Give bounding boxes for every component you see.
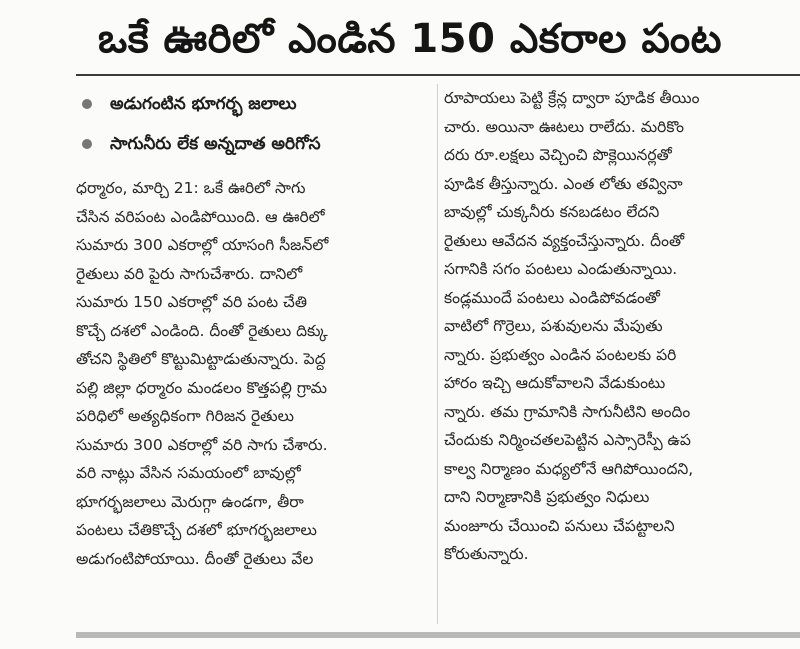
article-headline: ఒకే ఊరిలో ఎండిన 150 ఎకరాల పంట — [97, 16, 723, 62]
body-line: రూపాయలు పెట్టి క్రేన్ల ద్వారా పూడిక తీయిం — [444, 89, 700, 107]
bullet-dot-icon — [82, 139, 92, 149]
body-line: బావుల్లో చుక్కనీరు కనబడటం లేదని — [444, 203, 660, 221]
body-line: చారు. అయినా ఊటలు రాలేదు. మరికొం — [444, 117, 684, 136]
footer-rule — [76, 632, 800, 638]
body-line: ధర్మారం, మార్చి 21: ఒకే ఊరిలో సాగు — [76, 179, 306, 197]
body-line: న్నారు. తమ గ్రామానికి సాగునీటిని అందిం — [444, 402, 691, 421]
body-line: న్నారు. ప్రభుత్వం ఎండిన పంటలకు పరి — [444, 345, 677, 364]
highlight-text: అడుగంటిన భూగర్భ జలాలు — [110, 94, 297, 114]
body-line: సగానికి సగం పంటలు ఎండుతున్నాయి. — [444, 260, 678, 278]
body-line: వరి నాట్లు వేసిన సమయంలో బావుల్లో — [76, 464, 301, 482]
body-line: కాల్వ నిర్మాణం మధ్యలోనే ఆగిపోయిందని, — [444, 459, 694, 478]
right-body — [444, 84, 794, 569]
body-line: పల్లి జిల్లా ధర్మారం మండలం కొత్తపల్లి గ్రామ — [76, 378, 328, 397]
left-body — [76, 174, 432, 573]
right-column — [444, 84, 794, 569]
body-line: సుమారు 150 ఎకరాల్లో వరి పంట చేతి — [76, 293, 307, 311]
body-line: సుమారు 300 ఎకరాల్లో యాసంగి సీజన్‌లో — [76, 236, 329, 254]
body-line: హారం ఇచ్చి ఆదుకోవాలని వేడుకుంటు — [444, 374, 666, 392]
body-line: పంటలు చేతికొచ్చే దశలో భూగర్భజలాలు — [76, 521, 317, 539]
body-line: మంజూరు చేయించి పనులు చేపట్టాలని — [444, 516, 675, 535]
highlight-text: సాగునీరు లేక అన్నదాత అరిగోస — [110, 134, 321, 154]
body-line: సుమారు 300 ఎకరాల్లో వరి సాగు చేశారు. — [76, 435, 328, 454]
body-line: పరిధిలో అత్యధికంగా గిరిజన రైతులు — [76, 407, 294, 425]
body-line: దాని నిర్మాణానికి ప్రభుత్వం నిధులు — [444, 488, 650, 506]
body-line: చేసిన వరిపంట ఎండిపోయింది. ఆ ఊరిలో — [76, 207, 325, 226]
body-line: తోచని స్థితిలో కొట్టుమిట్టాడుతున్నారు. పెద్ద — [76, 350, 326, 368]
highlight-item — [76, 124, 432, 164]
body-line: కొచ్చే దశలో ఎండింది. దీంతో రైతులు దిక్కు — [76, 321, 328, 340]
body-line: దరు రూ.లక్షలు వెచ్చించి పొక్లెయినర్లతో — [444, 146, 672, 164]
body-line: కోరుతున్నారు. — [444, 545, 529, 563]
body-line: రైతులు వరి పైరు సాగుచేశారు. దానిలో — [76, 264, 303, 283]
body-line: భూగర్భజలాలు మెరుగ్గా ఉండగా, తీరా — [76, 492, 304, 511]
left-column — [76, 84, 432, 573]
body-line: అడుగంటిపోయాయి. దీంతో రైతులు వేల — [76, 549, 314, 568]
body-line: చేందుకు నిర్మించతలపెట్టిన ఎస్సారెస్పీ ఉప — [444, 431, 691, 449]
highlight-item — [76, 84, 432, 124]
body-line: పూడిక తీస్తున్నారు. ఎంత లోతు తవ్వినా — [444, 174, 683, 193]
body-line: రైతులు ఆవేదన వ్యక్తంచేస్తున్నారు. దీంతో — [444, 231, 685, 250]
highlight-list — [76, 84, 432, 164]
headline-rule — [76, 74, 800, 76]
body-line: కండ్లముందే పంటలు ఎండిపోవడంతో — [444, 288, 660, 307]
bullet-dot-icon — [82, 99, 92, 109]
column-divider — [437, 84, 438, 624]
body-line: వాటిలో గొర్రెలు, పశువులను మేపుతు — [444, 317, 663, 335]
